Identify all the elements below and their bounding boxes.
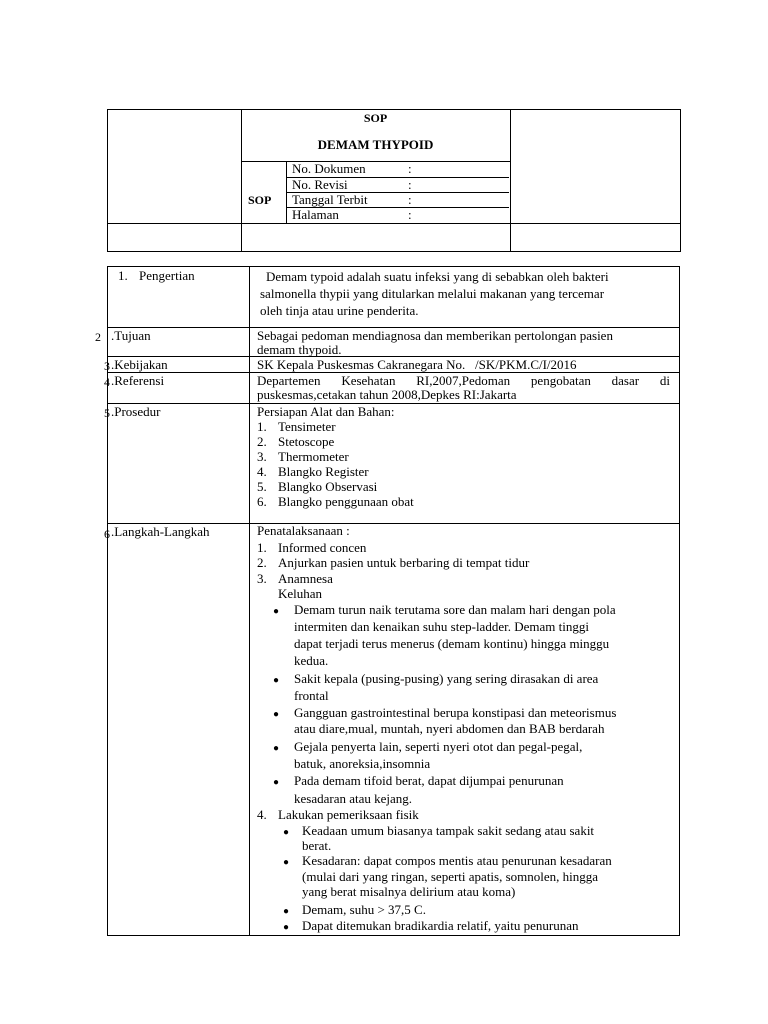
section-number: 4	[104, 375, 110, 389]
bullet-line: Demam turun naik terutama sore dan malam hari dengan pola	[294, 602, 616, 617]
keluhan-label: Keluhan	[278, 586, 323, 601]
bullet-icon: ●	[283, 827, 290, 838]
doc-info-colon: :	[408, 161, 412, 176]
doc-info-key: No. Revisi	[292, 177, 348, 192]
bullet-line: yang berat misalnya delirium atau koma)	[302, 884, 516, 899]
bullet-line: kedua.	[294, 653, 329, 668]
list-number: 3.	[257, 449, 267, 464]
doc-info-row	[286, 162, 509, 177]
section-number: 2	[95, 330, 101, 344]
list-item: Anamnesa	[278, 571, 333, 586]
section-number: 5	[104, 406, 110, 420]
bullet-line: Dapat ditemukan bradikardia relatif, yaitu penurunan	[302, 918, 579, 933]
text-line: Departemen Kesehatan RI,2007,Pedoman pengobatan dasar di	[257, 373, 670, 388]
header-divider	[510, 110, 511, 251]
doc-info-colon: :	[408, 177, 412, 192]
list-number: 4.	[257, 807, 267, 822]
text-line: demam thypoid.	[257, 342, 342, 357]
doc-info-colon: :	[408, 192, 412, 207]
bullet-line: dapat terjadi terus menerus (demam kontinu) hingga minggu	[294, 636, 610, 651]
list-number: 2.	[257, 434, 267, 449]
title-cell	[241, 109, 510, 162]
list-number: 1.	[257, 419, 267, 434]
sop-heading: SOP	[363, 111, 388, 125]
bullet-icon: ●	[273, 743, 280, 754]
list-item: Stetoscope	[278, 434, 335, 449]
bullet-line: Pada demam tifoid berat, dapat dijumpai penurunan	[294, 773, 564, 788]
prosedur-intro: Persiapan Alat dan Bahan:	[257, 404, 395, 419]
section-label-referensi: .Referensi	[111, 373, 165, 388]
sop-label: SOP	[248, 193, 272, 207]
bullet-icon: ●	[273, 709, 280, 720]
bullet-line: Keadaan umum biasanya tampak sakit sedang atau sakit	[302, 823, 595, 838]
section-label-tujuan: .Tujuan	[111, 328, 151, 343]
bullet-line: Gangguan gastrointestinal berupa konstipasi dan meteorismus	[294, 705, 617, 720]
bullet-icon: ●	[273, 606, 280, 617]
prosedur-list	[257, 404, 677, 519]
bullet-icon: ●	[283, 922, 290, 933]
bullet-line: Gejala penyerta lain, seperti nyeri otot dan pegal-pegal,	[294, 739, 583, 754]
text-line: puskesmas,cetakan tahun 2008,Depkes RI:Jakarta	[257, 387, 517, 402]
list-item: Anjurkan pasien untuk berbaring di tempat tidur	[278, 555, 530, 570]
bullet-line: Sakit kepala (pusing-pusing) yang sering dirasakan di area	[294, 671, 599, 686]
list-number: 5.	[257, 479, 267, 494]
list-number: 1.	[257, 540, 267, 555]
section-label-langkah: .Langkah-Langkah	[111, 524, 210, 539]
section-label-pengertian: Pengertian	[139, 268, 195, 283]
bullet-line: atau diare,mual, muntah, nyeri abdomen dan BAB berdarah	[294, 721, 605, 736]
doc-info-row	[286, 192, 509, 207]
text-line: Demam typoid adalah suatu infeksi yang di sebabkan oleh bakteri	[266, 269, 609, 284]
text-line: SK Kepala Puskesmas Cakranegara No. /SK/PKM.C/I/2016	[257, 357, 577, 372]
list-number: 2.	[257, 555, 267, 570]
doc-info-key: Halaman	[292, 207, 339, 222]
doc-info-colon: :	[408, 207, 412, 222]
list-number: 4.	[257, 464, 267, 479]
list-item: Blangko penggunaan obat	[278, 494, 414, 509]
list-item: Thermometer	[278, 449, 349, 464]
section-number: 1.	[118, 268, 128, 283]
list-item: Blangko Observasi	[278, 479, 378, 494]
bullet-line: intermiten dan kenaikan suhu step-ladder. Demam tinggi	[294, 619, 589, 634]
bullet-line: kesadaran atau kejang.	[294, 791, 413, 806]
bullet-line: (mulai dari yang ringan, seperti apatis, somnolen, hingga	[302, 869, 599, 884]
bullet-line: berat.	[302, 838, 332, 853]
list-item: Tensimeter	[278, 419, 336, 434]
doc-info-row	[286, 177, 509, 192]
bullet-line: Demam, suhu > 37,5 C.	[302, 902, 426, 917]
bullet-icon: ●	[273, 675, 280, 686]
bullet-line: batuk, anoreksia,insomnia	[294, 756, 431, 771]
list-item: Lakukan pemeriksaan fisik	[278, 807, 419, 822]
langkah-intro: Penatalaksanaan :	[257, 523, 350, 538]
langkah-content	[257, 523, 677, 933]
text-line: salmonella thypii yang ditularkan melalui makanan yang tercemar	[260, 286, 605, 301]
doc-info-key: Tanggal Terbit	[292, 192, 368, 207]
text-line: oleh tinja atau urine penderita.	[260, 303, 419, 318]
list-item: Blangko Register	[278, 464, 369, 479]
list-number: 3.	[257, 571, 267, 586]
doc-info-row	[286, 207, 509, 222]
bullet-icon: ●	[273, 777, 280, 788]
section-label-prosedur: .Prosedur	[111, 404, 161, 419]
document-title: DEMAM THYPOID	[317, 137, 434, 152]
bullet-line: Kesadaran: dapat compos mentis atau penurunan kesadaran	[302, 853, 612, 868]
bullet-line: frontal	[294, 688, 329, 703]
bullet-icon: ●	[283, 857, 290, 868]
section-number: 3	[104, 359, 110, 373]
text-line: Sebagai pedoman mendiagnosa dan memberikan pertolongan pasien	[257, 328, 613, 343]
doc-info-key: No. Dokumen	[292, 161, 366, 176]
body-divider	[249, 267, 250, 935]
list-item: Informed concen	[278, 540, 367, 555]
header-divider	[108, 223, 680, 224]
bullet-icon: ●	[283, 906, 290, 917]
section-number: 6	[104, 527, 110, 541]
section-label-kebijakan: .Kebijakan	[111, 357, 168, 372]
list-number: 6.	[257, 494, 267, 509]
